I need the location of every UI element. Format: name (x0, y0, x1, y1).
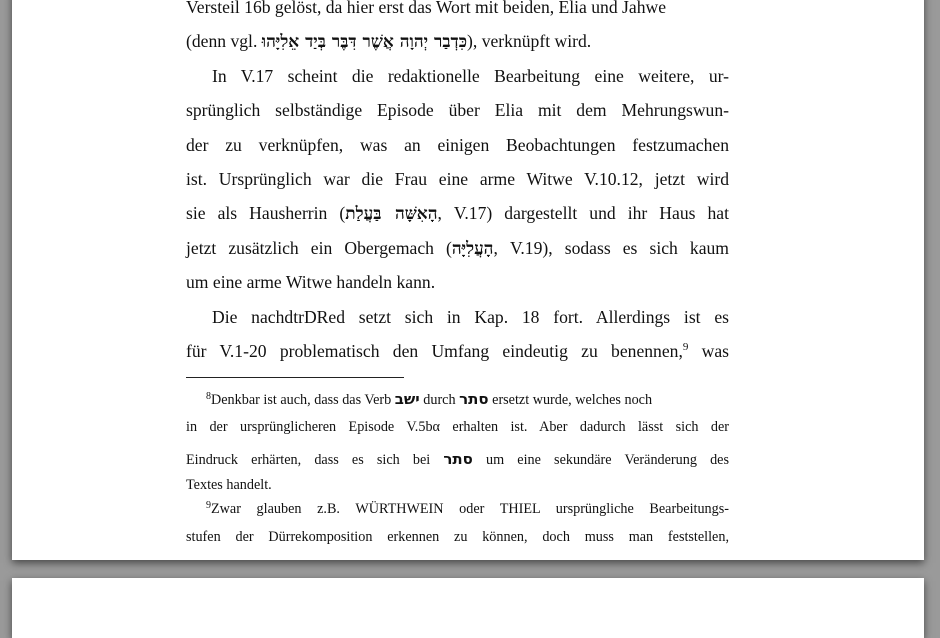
text-fragment: , V.17) dargestellt und ihr Haus hat (437, 203, 730, 224)
footnote-number: 8 (206, 391, 211, 402)
hebrew-word: ישב (394, 390, 420, 408)
text-fragment: ), verknüpft wird. (467, 31, 592, 52)
footnote-9 (186, 495, 729, 551)
footnote-ref-9[interactable]: 9 (682, 340, 689, 353)
text-fragment: , V.19), sodass es sich kaum (493, 237, 729, 258)
text-fragment: Zwar glauben z.B. WÜRTHWEIN oder THIEL ursprüngliche Bearbeitungs- (211, 501, 729, 517)
text-line: der zu verknüpfen, was an einigen Beobachtungen festzumachen (186, 134, 729, 155)
text-line (186, 231, 729, 265)
hebrew-word: סתר (459, 390, 489, 408)
text-line (186, 334, 729, 368)
footnote-line: in der ursprünglicheren Episode V.5bα erhalten ist. Aber dadurch lässt sich der (186, 419, 729, 435)
text-line: um eine arme Witwe handeln kann. (186, 272, 436, 293)
text-fragment: Denkbar ist auch, dass das Verb (211, 392, 395, 408)
footnotes (186, 385, 729, 551)
text-fragment: Eindruck erhärten, dass es sich bei (186, 452, 444, 468)
document-page (12, 0, 924, 560)
hebrew-quote: כִּדְבַר יְהוָה אֲשֶׁר דִּבֶּר בְּיַד אֵלִיָּהוּ (261, 32, 468, 53)
text-fragment: sie als Hausherrin ( (186, 203, 346, 224)
footnote-line (186, 441, 729, 471)
text-line (186, 24, 729, 58)
text-line: Versteil 16b gelöst, da hier erst das Wort mit beiden, Elia und Jahwe (186, 0, 667, 17)
hebrew-quote: הָעֲלִיָּה (451, 238, 494, 259)
text-line: ist. Ursprünglich war die Frau eine arme Witwe V.10.12, jetzt wird (186, 168, 729, 189)
main-text (186, 0, 729, 368)
hebrew-quote: הָאִשָּׁה בַּעֲלַת (345, 204, 438, 225)
footnote-line: stufen der Dürrekomposition erkennen zu können, doch muss man feststellen, (186, 529, 729, 545)
footnote-number: 9 (206, 500, 211, 511)
footnote-line (186, 495, 729, 523)
footnote-8 (186, 385, 729, 495)
text-fragment: ersetzt wurde, welches noch (488, 392, 653, 408)
text-line (186, 196, 729, 230)
footnote-separator (186, 377, 404, 378)
text-fragment: jetzt zusätzlich ein Obergemach ( (186, 237, 452, 258)
footnote-line (186, 385, 729, 413)
footnote-line: Textes handelt. (186, 477, 272, 493)
text-line: In V.17 scheint die redaktionelle Bearbeitung eine weitere, ur- (212, 65, 729, 86)
hebrew-word: סתר (443, 450, 473, 468)
next-page (12, 578, 924, 638)
text-fragment: durch (419, 392, 460, 408)
text-fragment: (denn vgl. (186, 31, 262, 52)
text-fragment: was (688, 340, 730, 361)
text-line: sprünglich selbständige Episode über Elia mit dem Mehrungswun- (186, 100, 729, 121)
text-fragment: für V.1-20 problematisch den Umfang eindeutig zu benennen, (186, 340, 683, 361)
text-line: Die nachdtrDRed setzt sich in Kap. 18 fort. Allerdings ist es (212, 306, 729, 327)
text-fragment: um eine sekundäre Veränderung des (472, 452, 729, 468)
